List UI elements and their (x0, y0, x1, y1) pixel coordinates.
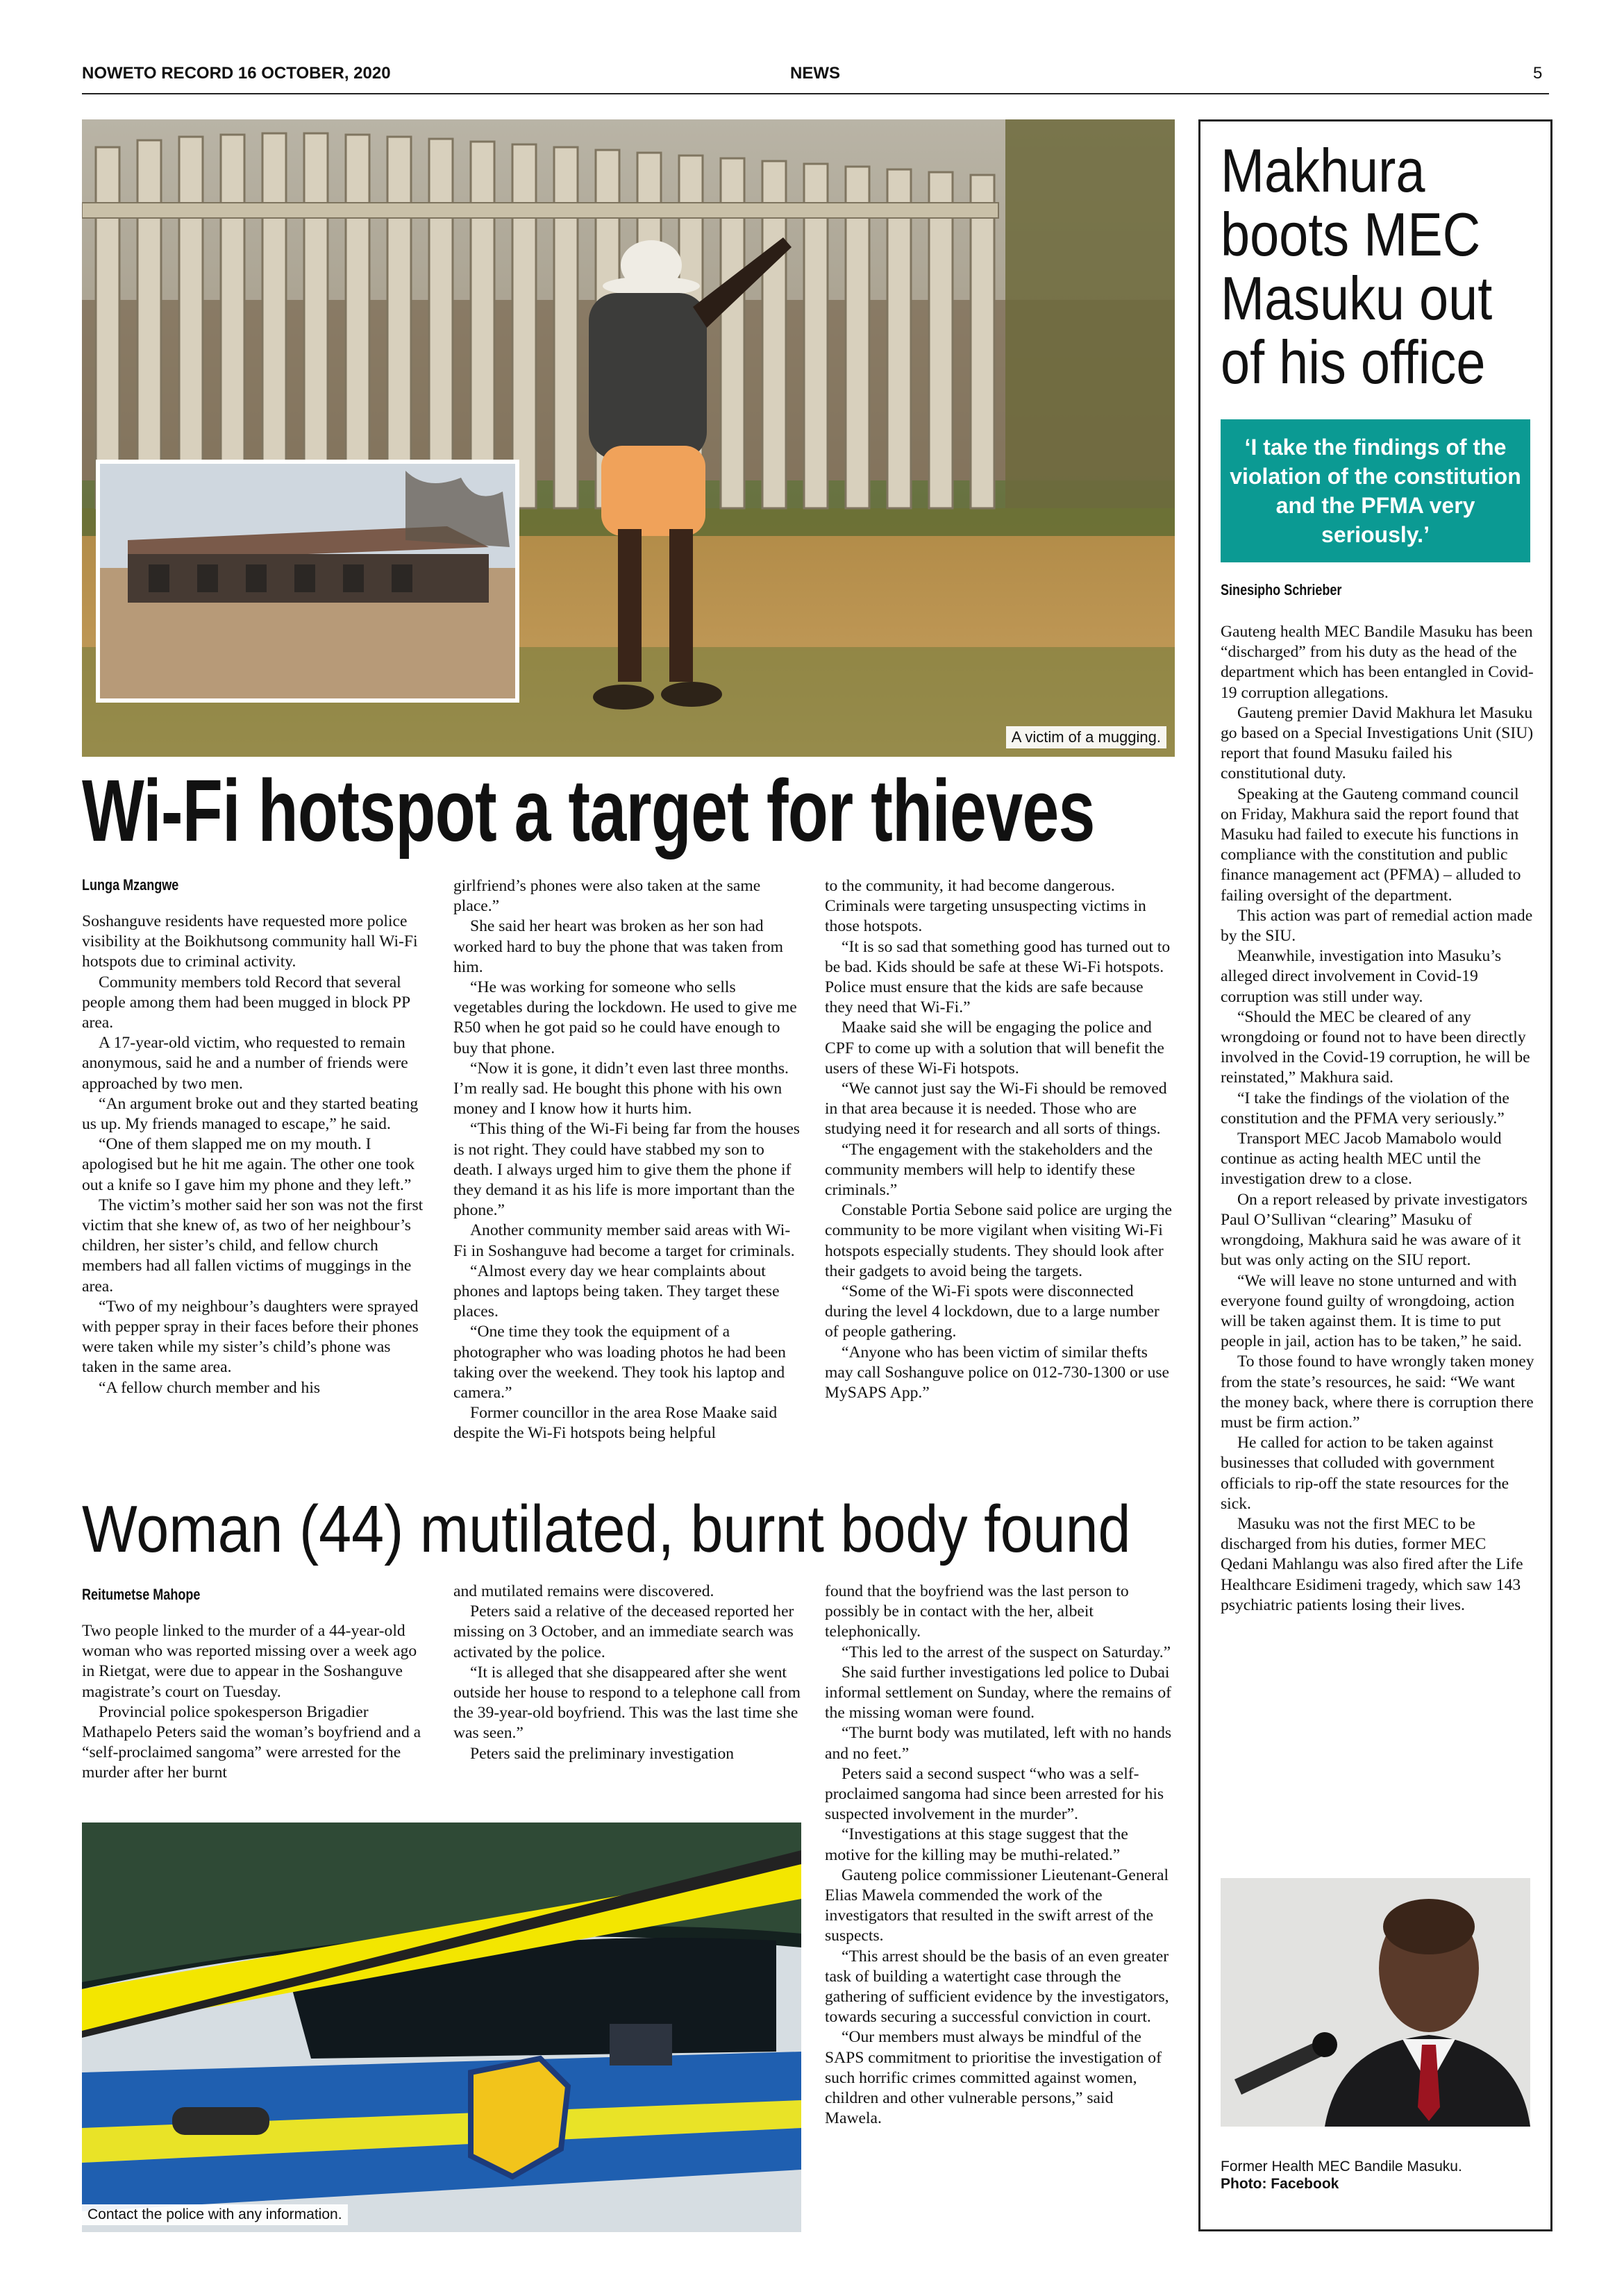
paragraph: Constable Portia Sebone said police are urging the community to be more vigilant when visiting Wi-Fi hotspots especially students. They should look after their gadgets to avoid being the targets. (825, 1201, 1172, 1280)
story1-headline: Wi-Fi hotspot a target for thieves (82, 762, 1095, 860)
hall-inset-photo (96, 460, 519, 703)
paragraph: “This thing of the Wi-Fi being far from the houses is not right. They could have stabbed my son to death. I always urged him to give them the phone if they demand it as his life is more important than the phone.” (453, 1120, 800, 1220)
paragraph: “I take the findings of the violation of the constitution and the PFMA very seriously.” (1221, 1089, 1509, 1128)
paragraph: “Some of the Wi-Fi spots were disconnected during the level 4 lockdown, due to a large number of people gathering. (825, 1282, 1160, 1341)
paragraph: Two people linked to the murder of a 44-year-old woman who was reported missing over a week ago in Rietgat, were due to appear in the Soshanguve magistrate’s court on Tuesday. (82, 1622, 417, 1701)
paragraph: “Should the MEC be cleared of any wrongdoing or found not to have been directly involved in the Covid-19 corruption, he will be reinstated,” Makhura said. (1221, 1007, 1530, 1087)
story1-byline: Lunga Mzangwe (82, 876, 179, 894)
paragraph: “The burnt body was mutilated, left with no hands and no feet.” (825, 1724, 1172, 1763)
paragraph: “An argument broke out and they started beating us up. My friends managed to escape,” he said. (82, 1094, 419, 1134)
paragraph: Gauteng premier David Makhura let Masuku go based on a Special Investigations Unit (SIU) report that found Masuku failed his constitutional duty. (1221, 703, 1534, 783)
paragraph: Gauteng police commissioner Lieutenant-General Elias Mawela commended the work of the investigators that resulted in the swift arrest of the suspects. (825, 1866, 1169, 1945)
story1-column-2 (453, 876, 801, 1444)
story1-column-1 (82, 912, 429, 1398)
paragraph: Speaking at the Gauteng command council on Friday, Makhura said the report found that Masuku had failed to execute his functions in compliance with the constitution and public finance management act (PFMA) – alluded to failing oversight of the department. (1221, 785, 1521, 905)
paragraph: “Now it is gone, it didn’t even last three months. I’m really sad. He bought this phone with his own money and I know how it hurts him. (453, 1059, 789, 1118)
paragraph: Peters said a relative of the deceased reported her missing on 3 October, and an immediate search was activated by the police. (453, 1602, 794, 1661)
masuku-photo-credit: Photo: Facebook (1221, 2176, 1339, 2192)
masuku-photo (1221, 1878, 1530, 2127)
paragraph: “This led to the arrest of the suspect on Saturday.” (842, 1643, 1171, 1661)
paragraph: A 17-year-old victim, who requested to remain anonymous, said he and a number of friends were approached by two men. (82, 1034, 408, 1093)
paragraph: Meanwhile, investigation into Masuku’s alleged direct involvement in Covid-19 corruption was still under way. (1221, 947, 1502, 1006)
paragraph: Another community member said areas with Wi-Fi in Soshanguve had become a target for criminals. (453, 1221, 795, 1260)
paragraph: “He was working for someone who sells vegetables during the lockdown. He used to give me R50 when he got paid so he could have enough to buy that phone. (453, 978, 797, 1057)
story2-column-3 (825, 1582, 1172, 2129)
paragraph: “We will leave no stone unturned and with everyone found guilty of wrongdoing, action will be taken against them. It is time to put people in jail, action has to be taken,” he said. (1221, 1271, 1522, 1351)
story2-column-1 (82, 1621, 429, 1784)
paragraph: She said further investigations led police to Dubai informal settlement on Sunday, where the remains of the missing woman were found. (825, 1663, 1172, 1723)
paragraph: Former councillor in the area Rose Maake said despite the Wi-Fi hotspots being helpful (453, 1404, 778, 1443)
paragraph: Transport MEC Jacob Mamabolo would continue as acting health MEC until the investigation drew to a close. (1221, 1130, 1502, 1189)
paragraph: found that the boyfriend was the last person to possibly be in contact with the her, albeit telephonically. (825, 1582, 1129, 1641)
paragraph: “This arrest should be the basis of an even greater task of building a watertight case through the gathering of sufficient evidence by the investigators, towards securing a successful conviction in court. (825, 1947, 1169, 2027)
paragraph: “A fellow church member and his (99, 1378, 321, 1397)
paragraph: To those found to have wrongly taken money from the state’s resources, he said: “We want the money back, where there is corruption there must be firm action.” (1221, 1352, 1534, 1432)
hall-inset-illustration (100, 464, 515, 698)
paragraph: “It is alleged that she disappeared after she went outside her house to respond to a telephone call from the 39-year-old boyfriend. This was the last time she was seen.” (453, 1663, 801, 1743)
masuku-photo-caption-block (1221, 2158, 1530, 2193)
paragraph: Gauteng health MEC Bandile Masuku has been “discharged” from his duty as the head of the department which has been entangled in Covid-19 corruption allegations. (1221, 623, 1534, 702)
paragraph: to the community, it had become dangerous. Criminals were targeting unsuspecting victims in those hotspots. (825, 877, 1146, 936)
police-car-photo (82, 1822, 801, 2232)
paragraph: Community members told Record that several people among them had been mugged in block PP area. (82, 973, 410, 1032)
masuku-portrait-illustration (1221, 1878, 1530, 2127)
paragraph: He called for action to be taken against businesses that colluded with government officials to rip-off the state resources for the sick. (1221, 1434, 1509, 1513)
sidebar-body (1221, 622, 1534, 1616)
paragraph: Maake said she will be engaging the police and CPF to come up with a solution that will benefit the users of these Wi-Fi hotspots. (825, 1019, 1164, 1078)
paragraph: “Almost every day we hear complaints about phones and laptops being taken. They target these places. (453, 1262, 780, 1321)
story2-headline: Woman (44) mutilated, burnt body found (82, 1492, 1131, 1566)
page-number: 5 (1533, 64, 1543, 83)
paragraph: “Investigations at this stage suggest that the motive for the killing may be muthi-related.” (825, 1825, 1128, 1864)
mugging-photo (82, 119, 1175, 757)
publication-date: NOWETO RECORD 16 OCTOBER, 2020 (82, 64, 391, 83)
paragraph: “Our members must always be mindful of the SAPS commitment to prioritise the investigation of such horrific crimes committed against women, children and other vulnerable persons,” said Mawela. (825, 2028, 1162, 2128)
paragraph: Peters said a second suspect “who was a self-proclaimed sangoma had since been arrested for his suspected involvement in the murder”. (825, 1764, 1164, 1824)
paragraph: The victim’s mother said her son was not the first victim that she knew of, as two of her neighbour’s children, her sister’s child, and fellow church members had all fallen victims of muggings in the area. (82, 1196, 424, 1296)
police-car-illustration (82, 1822, 801, 2232)
police-car-photo-caption: Contact the police with any information. (82, 2204, 348, 2225)
paragraph: “One time they took the equipment of a photographer who was loading photos he had been taking over the weekend. They took his laptop and camera.” (453, 1323, 786, 1402)
sidebar-pull-quote: ‘I take the findings of the violation of the constitution and the PFMA very seriously.’ (1221, 419, 1530, 562)
sidebar-headline: Makhura boots MEC Masuku out of his office (1221, 136, 1493, 396)
sidebar-byline: Sinesipho Schrieber (1221, 581, 1342, 598)
header-rule (82, 93, 1549, 94)
paragraph: This action was part of remedial action made by the SIU. (1221, 906, 1533, 946)
mugging-photo-caption: A victim of a mugging. (1006, 726, 1166, 748)
section-label: NEWS (790, 64, 840, 83)
paragraph: Soshanguve residents have requested more police visibility at the Boikhutsong community hall Wi-Fi hotspots due to criminal activity. (82, 912, 418, 971)
masuku-photo-caption: Former Health MEC Bandile Masuku. (1221, 2159, 1462, 2175)
paragraph: “The engagement with the stakeholders and the community members will help to identify these criminals.” (825, 1140, 1153, 1200)
paragraph: Masuku was not the first MEC to be discharged from his duties, former MEC Qedani Mahlangu was also fired after the Life Healthcare Esidimeni tragedy, which saw 143 psychiatric patients losing their lives. (1221, 1514, 1523, 1614)
paragraph: “We cannot just say the Wi-Fi should be removed in that area because it is needed. Those who are studying need it for research and all sorts of things. (825, 1080, 1167, 1139)
paragraph: She said her heart was broken as her son had worked hard to buy the phone that was taken from him. (453, 917, 784, 976)
story2-byline: Reitumetse Mahope (82, 1586, 201, 1603)
paragraph: On a report released by private investigators Paul O’Sullivan “clearing” Masuku of wrongdoing, Makhura said he was aware of it but was only acting on the SIU report. (1221, 1190, 1527, 1270)
paragraph: “It is so sad that something good has turned out to be bad. Kids should be safe at these Wi-Fi hotspots. Police must ensure that the kids are safe because they need that Wi-Fi.” (825, 937, 1171, 1017)
paragraph: and mutilated remains were discovered. (453, 1582, 714, 1600)
story2-column-2 (453, 1582, 801, 1764)
paragraph: Peters said the preliminary investigation (470, 1744, 735, 1763)
paragraph: “Two of my neighbour’s daughters were sprayed with pepper spray in their faces before their phones were taken while my sister’s child’s phone was taken in the same area. (82, 1297, 419, 1377)
paragraph: Provincial police spokesperson Brigadier Mathapelo Peters said the woman’s boyfriend and a “self-proclaimed sangoma” were arrested for the murder after her burnt (82, 1702, 421, 1782)
paragraph: girlfriend’s phones were also taken at the same place.” (453, 877, 761, 916)
paragraph: “Anyone who has been victim of similar thefts may call Soshanguve police on 012-730-1300 or use MySAPS App.” (825, 1343, 1170, 1402)
story1-column-3 (825, 876, 1172, 1403)
paragraph: “One of them slapped me on my mouth. I apologised but he hit me again. The other one took out a knife so I gave him my phone and they left.” (82, 1135, 415, 1194)
